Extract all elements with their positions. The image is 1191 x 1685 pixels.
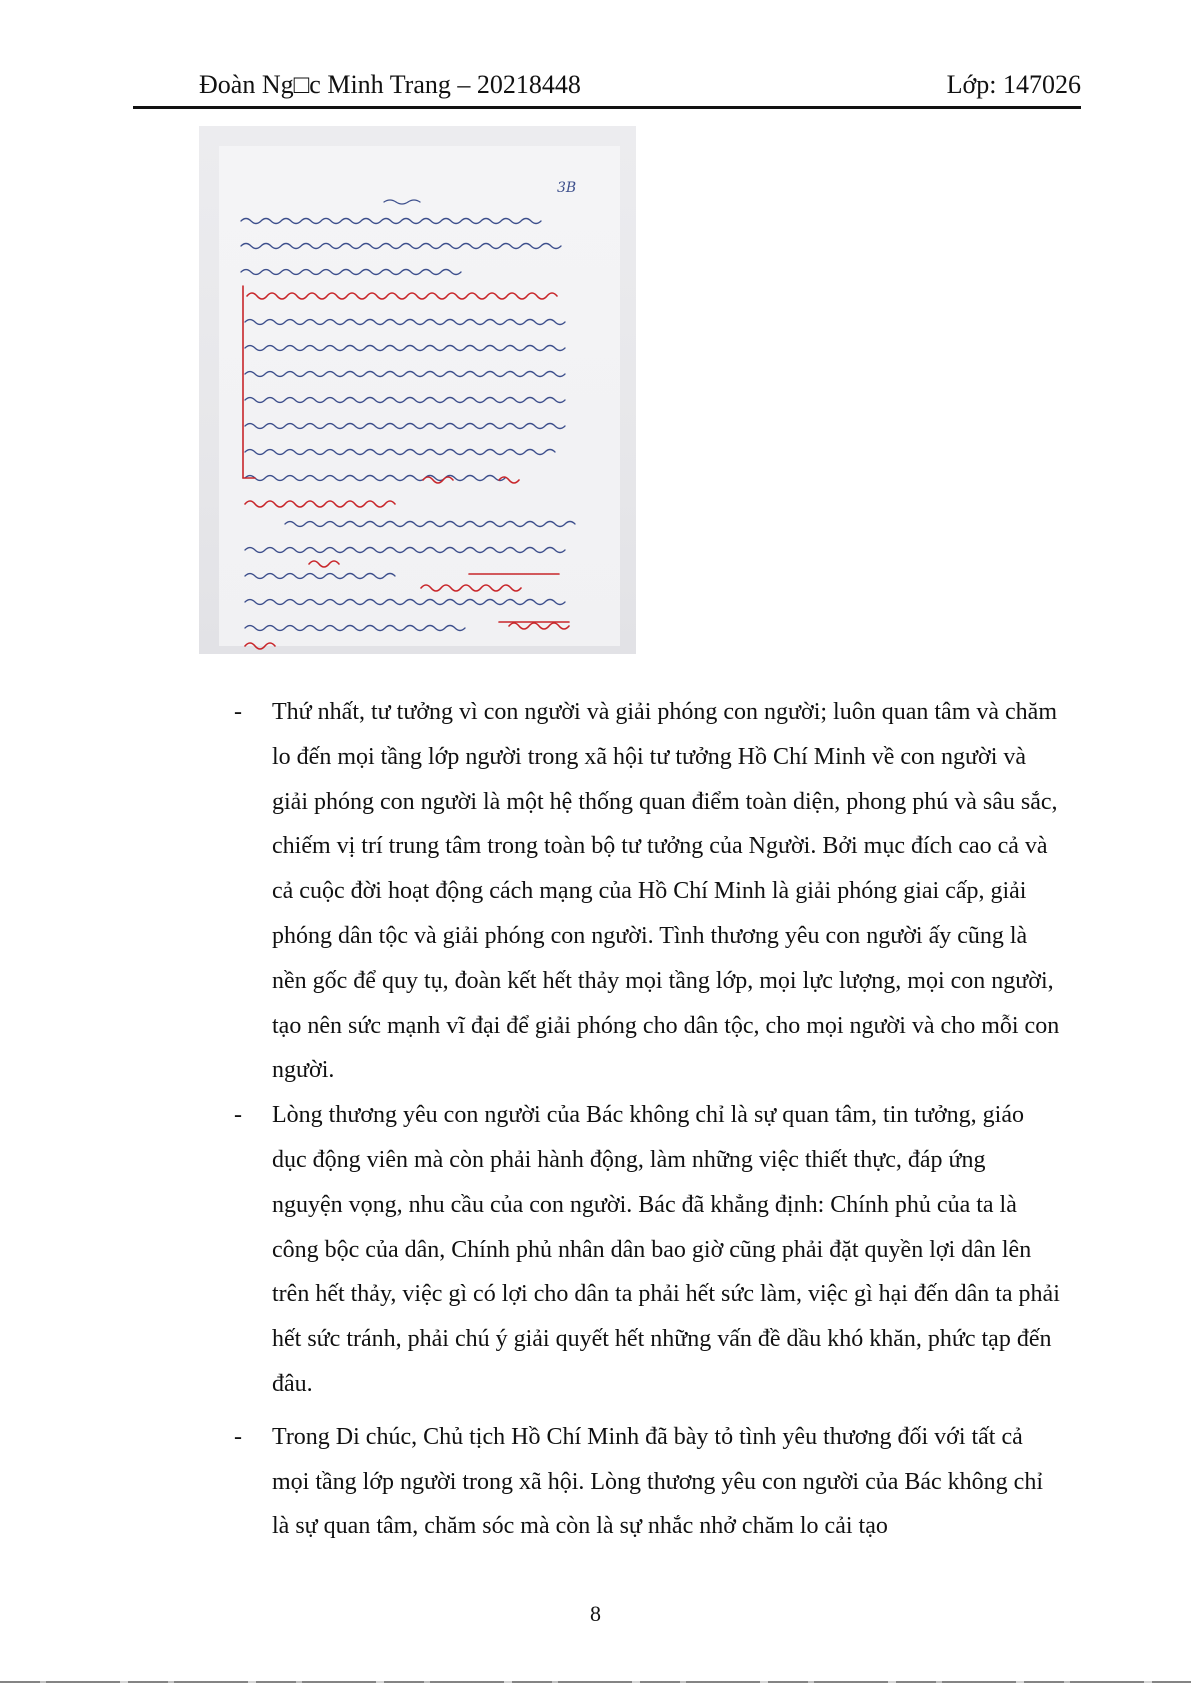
- bullet-text: Lòng thương yêu con người của Bác không chỉ là sự quan tâm, tin tưởng, giáo dục động viên mà còn phải hành động, làm những việc thiết thực, đáp ứng nguyện vọng, nhu cầu của con người. Bác đã khẳng định: Chính phủ của ta là công bộc của dân, Chính phủ nhân dân bao giờ cũng phải đặt quyền lợi dân lên trên hết thảy, việc gì có lợi cho dân ta phải hết sức làm, việc gì hại đến dân ta phải hết sức tránh, phải chú ý giải quyết hết những vấn đề dầu khó khăn, phức tạp đến đâu.: [272, 1102, 1060, 1397]
- page-number: 8: [590, 1601, 601, 1626]
- page-header: [133, 66, 1081, 109]
- bullet-dash: -: [234, 1423, 242, 1450]
- page-mark: 3B: [557, 180, 577, 196]
- bullet-dash: -: [234, 1102, 242, 1129]
- author-name: Đoàn Ng□c Minh Trang – 20218448: [199, 70, 581, 99]
- footer-divider: [0, 1681, 1191, 1683]
- bullet-text: Thứ nhất, tư tưởng vì con người và giải phóng con người; luôn quan tâm và chăm lo đến mọi tầng lớp người trong xã hội tư tưởng Hồ Chí Minh về con người và giải phóng con người là một hệ thống quan điểm toàn diện, phong phú và sâu sắc, chiếm vị trí trung tâm trong toàn bộ tư tưởng của Người. Bởi mục đích cao cả và cả cuộc đời hoạt động cách mạng của Hồ Chí Minh là giải phóng giai cấp, giải phóng dân tộc và giải phóng con người. Tình thương yêu con người ấy cũng là nền gốc để quy tụ, đoàn kết hết thảy mọi tầng lớp, mọi lực lượng, mọi con người, tạo nên sức mạnh vĩ đại để giải phóng cho dân tộc, cho mọi người và cho mỗi con người.: [272, 699, 1060, 1084]
- bullet-dash: -: [234, 699, 242, 725]
- class-number: Lớp: 147026: [946, 70, 1081, 99]
- bullet-item-1: [230, 690, 1060, 1093]
- bullet-item-2: [230, 1093, 1060, 1407]
- bullet-text: Trong Di chúc, Chủ tịch Hồ Chí Minh đã bày tỏ tình yêu thương đối với tất cả mọi tầng lớp người trong xã hội. Lòng thương yêu con người của Bác không chỉ là sự quan tâm, chăm sóc mà còn là sự nhắc nhở chăm lo cải tạo: [272, 1423, 1043, 1540]
- red-ink-corrections: [243, 286, 569, 649]
- bullet-item-3: [230, 1415, 1060, 1549]
- handwriting-svg: [199, 126, 636, 654]
- blue-ink-lines: [241, 200, 575, 631]
- document-body: [230, 690, 1060, 1549]
- handwritten-manuscript-image: [199, 126, 636, 654]
